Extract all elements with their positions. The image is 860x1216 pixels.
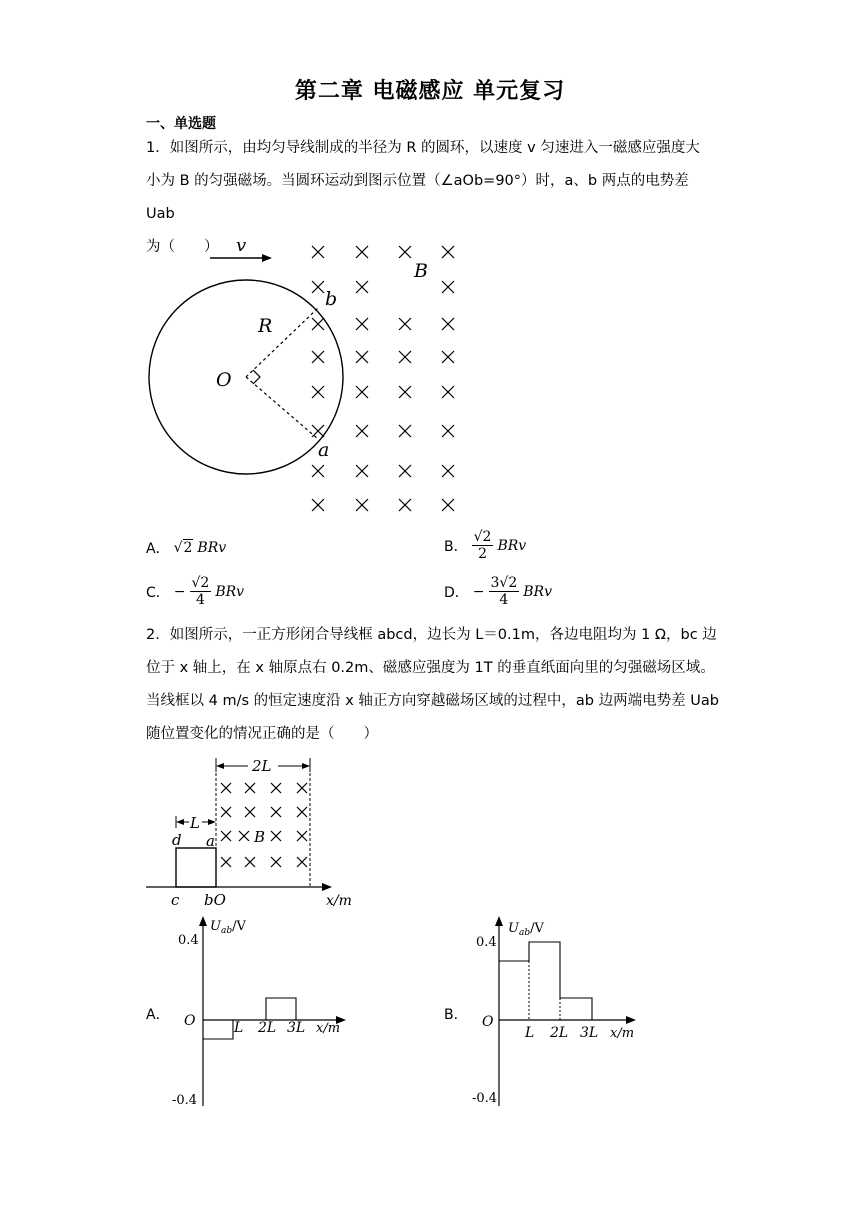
field-cross: [442, 425, 454, 437]
field-cross: [239, 831, 249, 841]
question-2-text: [146, 619, 721, 751]
graph-b-L-tick: L: [525, 1025, 535, 1041]
graph-b-2L-tick: 2L: [550, 1025, 569, 1041]
field-cross: [312, 246, 324, 258]
q1-a-label: a: [318, 439, 330, 461]
field-cross: [312, 386, 324, 398]
q2-figure: [140, 752, 370, 912]
field-cross: [221, 831, 231, 841]
q2-L-label: L: [190, 814, 200, 832]
graph-a-xaxis: x/m: [316, 1021, 341, 1036]
field-cross: [297, 807, 307, 817]
q2-graph-b: [468, 912, 658, 1112]
graph-a-bottom-tick: -0.4: [172, 1093, 198, 1108]
field-cross: [399, 499, 411, 511]
field-cross: [312, 351, 324, 363]
page-title: 第二章 电磁感应 单元复习: [294, 79, 566, 104]
q1-O-label: O: [216, 369, 232, 391]
field-cross: [271, 807, 281, 817]
field-cross: [271, 783, 281, 793]
graph-b-bottom-tick: -0.4: [472, 1091, 498, 1106]
field-cross: [221, 783, 231, 793]
field-cross: [399, 351, 411, 363]
field-cross: [312, 318, 324, 330]
q2-line-4: 随位置变化的情况正确的是（ ）: [146, 726, 378, 742]
field-cross: [271, 857, 281, 867]
graph-b-3L-tick: 3L: [580, 1025, 599, 1041]
field-cross: [442, 499, 454, 511]
q2-B-label: B: [254, 828, 266, 846]
graph-a-2L-tick: 2L: [258, 1020, 277, 1036]
field-cross: [442, 318, 454, 330]
graph-b-xaxis: x/m: [610, 1026, 635, 1041]
field-cross: [356, 281, 368, 293]
graph-a-L-tick: L: [234, 1020, 244, 1036]
field-cross: [297, 831, 307, 841]
field-cross: [245, 857, 255, 867]
q1-option-a[interactable]: A． √2 BRv: [146, 540, 227, 557]
field-cross: [442, 351, 454, 363]
field-cross: [297, 783, 307, 793]
q1-R-label: R: [258, 315, 273, 337]
field-cross: [356, 386, 368, 398]
field-cross: [356, 246, 368, 258]
q2-a-label: a: [206, 832, 215, 850]
field-cross: [399, 386, 411, 398]
field-cross: [356, 465, 368, 477]
field-cross: [312, 465, 324, 477]
field-cross: [221, 807, 231, 817]
field-cross: [442, 246, 454, 258]
field-cross: [442, 386, 454, 398]
field-cross: [245, 783, 255, 793]
field-cross: [356, 318, 368, 330]
field-cross: [245, 807, 255, 817]
field-cross: [312, 281, 324, 293]
q1-line-3: 为（ ）: [146, 239, 219, 255]
q2-graph-a: [170, 912, 360, 1112]
q1-option-d[interactable]: D． − $\frac{3√2}{4}$ BRv: [444, 575, 553, 608]
q2-line-3: 当线框以 4 m/s 的恒定速度沿 x 轴正方向穿越磁场区域的过程中，ab 边两端电势差 Uab: [146, 693, 719, 709]
q2-line-1: 2．如图所示，一正方形闭合导线框 abcd，边长为 L＝0.1m，各边电阻均为 1 Ω，bc 边: [146, 627, 717, 643]
svg-text:Uab/V: $U_{ab}/V$: [508, 921, 544, 938]
field-cross: [399, 318, 411, 330]
q1-option-b[interactable]: B． $\frac{√2}{2}$ BRv: [444, 529, 527, 562]
graph-b-origin: O: [482, 1014, 494, 1030]
section-heading: 一、单选题: [146, 116, 216, 132]
field-cross: [297, 857, 307, 867]
graph-a-top-tick: 0.4: [178, 933, 199, 948]
q1-magnetic-field: [312, 246, 454, 511]
q2-2L-label: 2L: [252, 757, 272, 775]
q1-option-c[interactable]: C． − $\frac{√2}{4}$ BRv: [146, 575, 245, 608]
q2-option-b[interactable]: B．: [444, 1007, 468, 1023]
q2-xaxis-label: x/m: [326, 893, 352, 909]
q2-d-label: d: [172, 831, 182, 849]
q2-c-label: c: [171, 891, 180, 909]
graph-b-top-tick: 0.4: [476, 935, 497, 950]
q1-B-label: B: [414, 260, 428, 282]
field-cross: [356, 499, 368, 511]
q2-line-2: 位于 x 轴上，在 x 轴原点右 0.2m、磁感应强度为 1T 的垂直纸面向里的匀强磁场区域。: [146, 660, 715, 676]
field-cross: [442, 465, 454, 477]
field-cross: [399, 465, 411, 477]
field-cross: [221, 857, 231, 867]
field-cross: [271, 831, 281, 841]
field-cross: [356, 425, 368, 437]
q1-figure: [140, 235, 470, 520]
q2-magnetic-field: [221, 783, 307, 867]
q1-b-label: b: [325, 288, 338, 310]
field-cross: [442, 281, 454, 293]
q1-line-2: 小为 B 的匀强磁场。当圆环运动到图示位置（∠aOb=90°）时，a、b 两点的电势差 Uab: [146, 173, 689, 222]
q1-v-label: v: [236, 235, 247, 256]
q2-bO-label: bO: [204, 891, 226, 909]
graph-a-3L-tick: 3L: [287, 1020, 306, 1036]
field-cross: [356, 351, 368, 363]
field-cross: [312, 425, 324, 437]
square-loop: [176, 848, 216, 887]
q1-line-1: 1．如图所示，由均匀导线制成的半径为 R 的圆环，以速度 v 匀速进入一磁感应强度大: [146, 140, 700, 156]
q2-option-a[interactable]: A．: [146, 1007, 170, 1023]
field-cross: [399, 246, 411, 258]
graph-a-origin: O: [184, 1013, 196, 1029]
field-cross: [312, 499, 324, 511]
svg-text:Uab/V: $U_{ab}/V$: [210, 919, 246, 936]
field-cross: [399, 425, 411, 437]
